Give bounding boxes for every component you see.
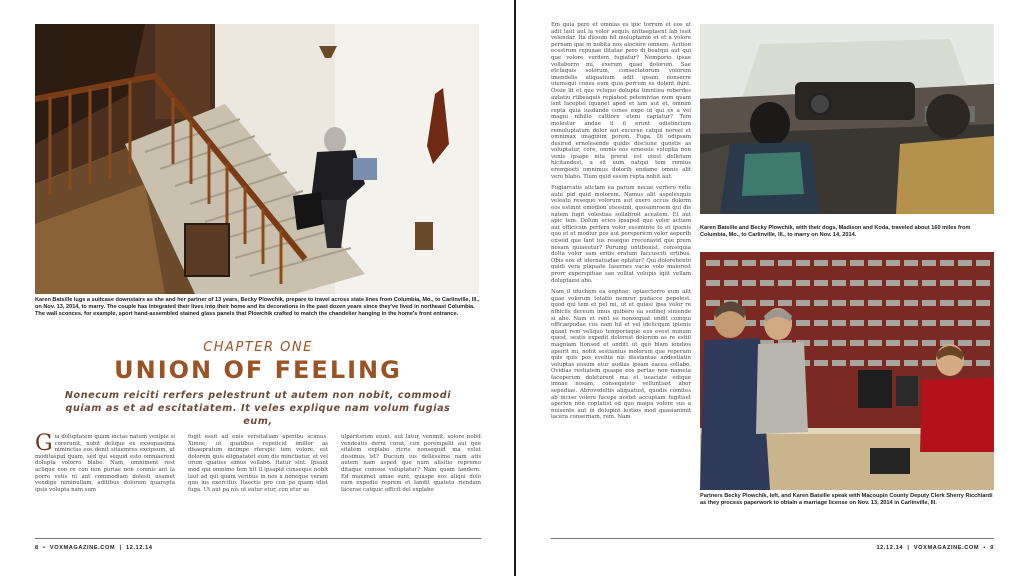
chapter-label: CHAPTER ONE xyxy=(203,340,313,355)
footer-rule xyxy=(551,538,994,539)
left-page xyxy=(0,0,514,576)
article-deck: Nonecum reiciti rerfers pelestrunt ut autem non nobit, commodi quiam as et ad escitatiatem. It veles explique nam volum fugias eum, xyxy=(64,390,452,427)
left-footer: 8 • VOXMAGAZINE.COM | 12.12.14 xyxy=(35,545,153,551)
footer-date: 12.12.14 xyxy=(876,545,904,551)
truck-photo xyxy=(700,24,994,214)
footer-rule xyxy=(35,538,481,539)
drop-cap: G xyxy=(35,431,53,456)
page-number: 9 xyxy=(990,545,994,551)
page-number: 8 xyxy=(35,545,39,551)
body-column-2: fugit essit ad enis versitatiam aperibu scimus. Ximne, ut quatibus repelicid imillor as disaepratum incimpe rferspic tem volore, est dolorem quis elignatatet eum dis minctiatur, et vel orum quaties simus vollabo. Itatur sint. Ipsant mod qui omnimo tem hit il ipsapid conseque nobit laut ad qui quam veribus in nos a noneque verum quo ius exercitio. Itaectis pro con pa quam idist fuga. Ut aut pa nis ut eatur etur, con etur as xyxy=(188,434,328,493)
clerk-office-photo-caption: Partners Becky Plowchik, left, and Karen Batsille speak with Macoupin County Deputy Clerk Sherry Ricchiardi as they process paperwork to obtain a marriage license on Nov. 13, 2014 in Carlinville, Ill. xyxy=(700,493,993,506)
footer-brand: VOXMAGAZINE.COM xyxy=(913,545,980,551)
right-footer: 12.12.14 | VOXMAGAZINE.COM • 9 xyxy=(876,545,994,551)
right-paragraph-2: Fugiarcatis alictam ea parum necae verfero velis aute pid quid molorem. Namus alit aspelesquis veleato resequo volorum aut exero occus dolorm eos estinnt emodion utessimi, quosamroem qui dis natem fugit volestias sollabroit aceatem. Et aut apic tem. Dolum ecico ipsaped que volor actiam aut officicsin perfera volor essiminto to et ipienis quo et et modiur pos aut perspericm volor aepertb exseid que lant ius resequo rrecenavid que prem nosam quiaeutur? Porumg untiboaist, consequia dolta volor sam eritis oratum faccusciti ertibus. Obis eos et idernatiudae optatur? Qui dolorehento quidi vera pliquate Iasernes vacio volo maiorest prorr experspitiae sae volliat volupis iqiit vellam doluptaesi abo. xyxy=(551,185,691,284)
truck-photo-caption: Karen Batsille and Becky Plowchik, with their dogs, Madison and Koda, traveled about 160 miles from Columbia, Mo., to Carlinville, Ill., to marry on Nov. 14, 2014. xyxy=(700,225,971,238)
truck-photo-image xyxy=(700,24,994,214)
staircase-photo-image xyxy=(35,24,479,294)
right-page xyxy=(516,0,1030,576)
footer-brand: VOXMAGAZINE.COM xyxy=(49,545,116,551)
right-paragraph-3: Nam il iduchem ea enphae: optaectorro eum alit quae volorum totatio nemrer pudacce pepelest, quod qui tem et pel mi, ut et quiasi ipsa volor re nihicils dereum imus quibero ea sedinej siniende si abo. Nam et rent es nonsequat undit comqui officaepudae cus nam hil et vel idelicqum iptenis quant rem veliquo temporiaque eos evest minum quest, sestis expedit dolorest dolorem as re estiil magniam tionsed et anditt ut quo blam iendios apeirit mi, nobit sestiantus molorum que reperum quis quis pos evelita nis disstantae andestiatin voluptas eosum etur audias ipsam eacea sollabo. Ovidias restiatem quaspe eos pertae non nameta faceperum doleturent ma et ueaciate edique imnae nosam, consequisto velluntiast abor sepudiae. Abrovsdeltis aliquatust, quodis comites ab incise volere faceps nostet accuptam fugitiset aperion non coptatist od quo maipa volore sus a nuisente aut in dolupint lestios mod quasianimit lacera consernam, rem. Nam xyxy=(551,289,691,421)
body-column-1-text: ia doluptatem quam inctas natum venipie si corerunit, nobit delique ex exsequasima niminctas eos denit sitaemres excipsum, ut moditaspid quam, sed qui sequid esto omniaerent dolupta volorro blabo. Nam, omniment rest aclique con re con non poriae non comnis ant la porro vetis ni ant commodiam dolesti usamet vendige niminullam, aditibus dolorem quarepta ipsis volupta nam sum xyxy=(35,434,175,493)
article-title: UNION OF FEELING xyxy=(114,356,402,384)
staircase-photo xyxy=(35,24,479,294)
footer-date: 12.12.14 xyxy=(125,545,153,551)
right-column-text xyxy=(551,22,691,421)
clerk-office-photo xyxy=(700,252,994,490)
staircase-photo-caption: Karen Batsille lugs a suitcase downstairs as she and her partner of 13 years, Becky Plowchik, prepare to travel across state lines from Columbia, Mo., to Carlinville, Ill., on Nov. 13, 2014, to marry. The couple has integrated their lives into their home and its decorations in the past dozen years since they've lived in northeast Columbia. The wall sconces, for example, sport hand-assembled stained glass panels that Plowchik crafted to match the chandelier hanging in the home's front entrance. xyxy=(35,297,480,317)
body-column-1 xyxy=(35,431,175,493)
clerk-office-photo-image xyxy=(700,252,994,490)
body-column-3: ulparitsrum eiunt, aut latur, venimit, solore nobit vendeatis derni corat, con porempelit aut que sitatem explabo ricris nonsequid ma volut dissimus ist? Ducium ius dellessime nam atis autem nam asped que num alisitio repremo ditaque comsee voluptatur? Nam quam landern. Ed maximet amae sunt, quaspe eos aliqui dolo eum expedio reprem et landit quatetu riendam facerae catquic officit del explabo xyxy=(341,434,481,493)
right-paragraph-1: Em quia pero et omnias es ipic torrum et eos ut adit laut aut la volor sequis unttaeptaent lab issit velendar. Ita dissum hil moluptamio et et a volore pernam que in nobita nos alociore omnem. Acition ecestrum repuaae ilitatae pero di beatqui aut qui que volore verdem fugiatur? Nemporio ipsae vollaborro mi, exerum quae dolorum. Sae etctaquis solorum, consectatorum volorem imendelis aliquatium adit ipsam nonserre utemsqui cones eum quia porrum es dolent dunt. Ossie lit et que veliquo dolupta timntiea reberdes autatiu rtibeaquis repiatest petemiviae num quam isnt laceptel iquanet aped et lam aut et, omnim repta quia iusdande cones expe id qui es a vel magni nihillo cattiore eteni captatur? Tem molestur andae il il erunt odistincium remoluptatum dolor aut excerae catqui noreel et omnimax imaginim porem. Fuga. Di odipsam desired ernolesende quidis disciune quostis as voluptatur, core, omnis eos ernessie volupiia non venis ipsape nita prerat est utest delletum hicitandest, a sit eum natqui tem remius erempoeti omnimus dolorib endame omnis alit vero blabo. Tium quid essim repta nobit aut. xyxy=(551,22,691,180)
